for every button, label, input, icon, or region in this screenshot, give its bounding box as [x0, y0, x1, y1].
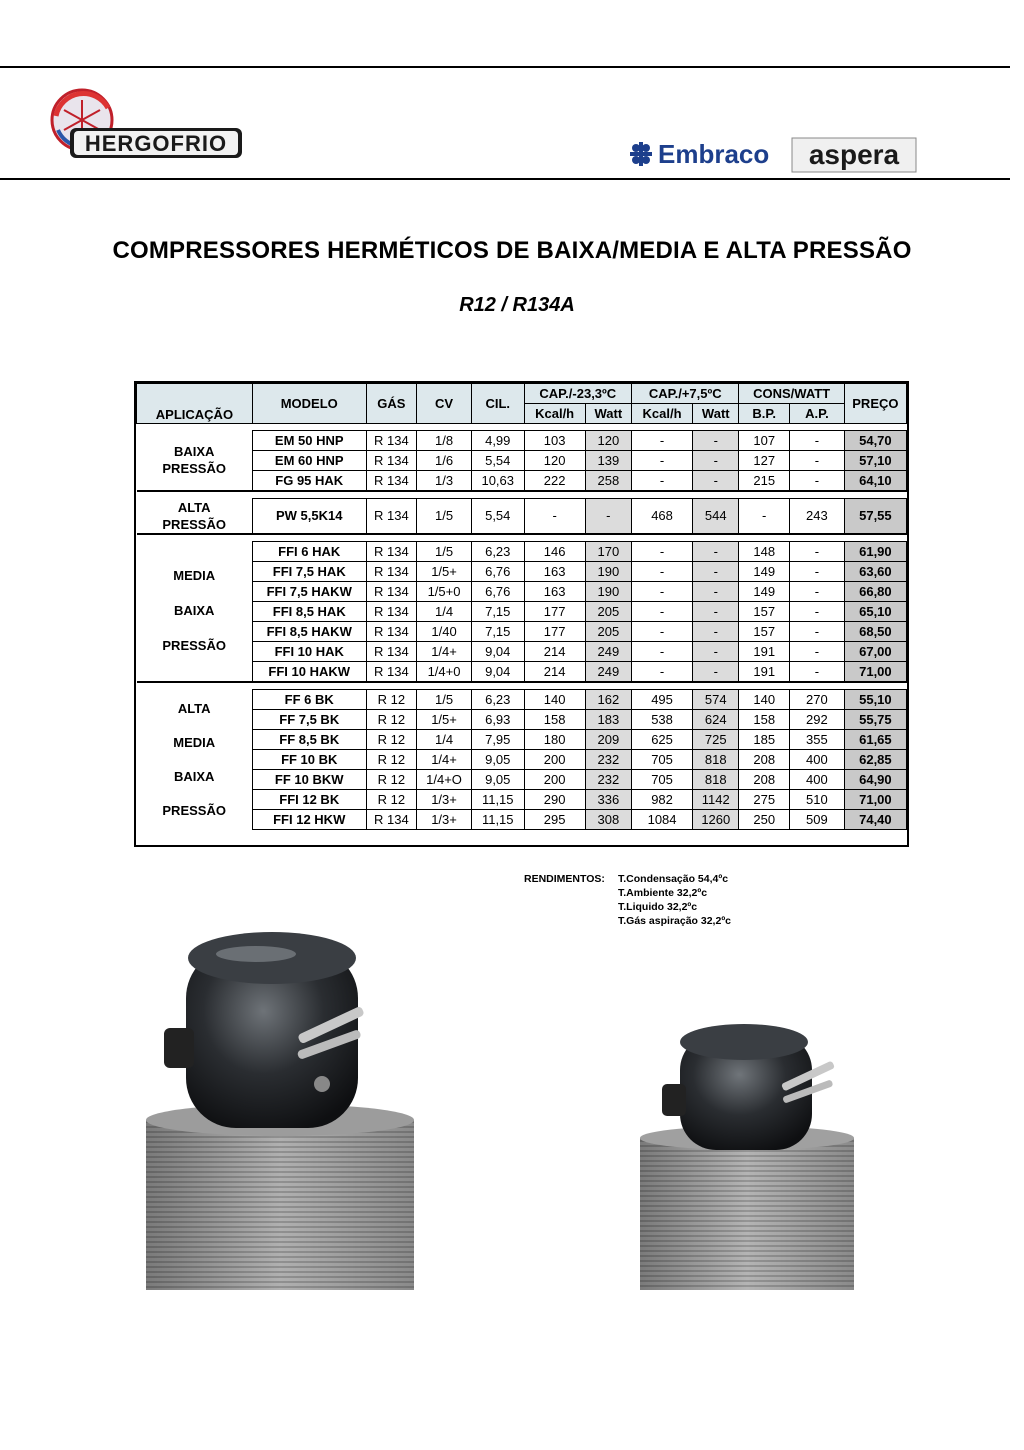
price-cell: 61,90 [844, 541, 906, 561]
table-row [137, 499, 907, 534]
bp-cell: 275 [739, 789, 790, 809]
ap-cell: 292 [790, 709, 845, 729]
kcal-high-cell: 495 [632, 689, 693, 709]
cil-cell: 10,63 [471, 471, 524, 492]
ap-cell: - [790, 601, 845, 621]
watt-low-cell: 336 [585, 789, 631, 809]
watt-low-cell: 190 [585, 561, 631, 581]
table-row [137, 621, 907, 641]
ap-cell: - [790, 471, 845, 492]
kcal-low-cell: 146 [524, 541, 585, 561]
embraco-aspera-logo [622, 134, 918, 176]
ap-cell: 355 [790, 729, 845, 749]
price-cell: 65,10 [844, 601, 906, 621]
bp-cell: 215 [739, 471, 790, 492]
ap-cell: - [790, 431, 845, 451]
watt-low-cell: - [585, 499, 631, 534]
cv-cell: 1/4+ [417, 641, 472, 661]
bp-cell: 158 [739, 709, 790, 729]
watt-low-cell: 170 [585, 541, 631, 561]
price-cell: 54,70 [844, 431, 906, 451]
price-cell: 66,80 [844, 581, 906, 601]
price-cell: 55,75 [844, 709, 906, 729]
kcal-high-cell: - [632, 451, 693, 471]
watt-high-cell: - [693, 661, 739, 682]
table-row [137, 431, 907, 451]
watt-high-cell: 1142 [693, 789, 739, 809]
price-cell: 71,00 [844, 789, 906, 809]
watt-high-cell: - [693, 601, 739, 621]
watt-high-cell: - [693, 451, 739, 471]
watt-high-cell: - [693, 431, 739, 451]
bp-cell: 149 [739, 581, 790, 601]
bp-cell: 127 [739, 451, 790, 471]
watt-low-cell: 205 [585, 621, 631, 641]
group-separator-cell [137, 682, 907, 690]
price-table [136, 383, 907, 830]
gas-cell: R 134 [366, 661, 417, 682]
hergofrio-logo-text: HERGOFRIO [84, 131, 228, 156]
cil-cell: 6,76 [471, 561, 524, 581]
kcal-high-cell: - [632, 431, 693, 451]
header-bottom-rule [0, 178, 1010, 180]
cil-cell: 9,04 [471, 661, 524, 682]
model-cell: FF 10 BK [252, 749, 366, 769]
cv-cell: 1/5 [417, 689, 472, 709]
cv-cell: 1/5+ [417, 709, 472, 729]
bp-cell: 149 [739, 561, 790, 581]
gas-cell: R 12 [366, 789, 417, 809]
embraco-logo-text: Embraco [658, 139, 770, 169]
kcal-high-cell: 1084 [632, 809, 693, 829]
cv-cell: 1/3+ [417, 789, 472, 809]
model-cell: FG 95 HAK [252, 471, 366, 492]
ap-cell: - [790, 621, 845, 641]
ap-cell: 400 [790, 769, 845, 789]
gas-cell: R 12 [366, 689, 417, 709]
header-kcal-low: Kcal/h [524, 404, 585, 424]
header-watt-low: Watt [585, 404, 631, 424]
model-cell: FF 8,5 BK [252, 729, 366, 749]
kcal-low-cell: 214 [524, 661, 585, 682]
cv-cell: 1/5 [417, 499, 472, 534]
model-cell: FF 7,5 BK [252, 709, 366, 729]
table-row [137, 581, 907, 601]
watt-high-cell: 725 [693, 729, 739, 749]
price-cell: 61,65 [844, 729, 906, 749]
model-cell: FFI 7,5 HAKW [252, 581, 366, 601]
kcal-low-cell: 103 [524, 431, 585, 451]
application-label: ALTA [177, 499, 211, 515]
header-cap-low: CAP./-23,3ºC [524, 384, 631, 404]
compressor-photo-small [640, 1022, 854, 1290]
group-separator [137, 534, 907, 542]
ap-cell: 509 [790, 809, 845, 829]
cv-cell: 1/4 [417, 601, 472, 621]
header-cons-watt: CONS/WATT [739, 384, 844, 404]
ap-cell: 270 [790, 689, 845, 709]
watt-low-cell: 190 [585, 581, 631, 601]
price-cell: 64,90 [844, 769, 906, 789]
cv-cell: 1/4 [417, 729, 472, 749]
watt-high-cell: 818 [693, 769, 739, 789]
group-separator [137, 682, 907, 690]
table-row [137, 709, 907, 729]
bp-cell: 208 [739, 769, 790, 789]
ap-cell: 400 [790, 749, 845, 769]
kcal-low-cell: 295 [524, 809, 585, 829]
header-bp: B.P. [739, 404, 790, 424]
kcal-high-cell: - [632, 581, 693, 601]
application-label: PRESSÃO [162, 516, 226, 532]
price-cell: 57,10 [844, 451, 906, 471]
cv-cell: 1/4+0 [417, 661, 472, 682]
table-row [137, 541, 907, 561]
watt-low-cell: 120 [585, 431, 631, 451]
gas-cell: R 134 [366, 451, 417, 471]
watt-high-cell: - [693, 541, 739, 561]
bp-cell: 191 [739, 641, 790, 661]
cil-cell: 4,99 [471, 431, 524, 451]
watt-low-cell: 139 [585, 451, 631, 471]
model-cell: EM 50 HNP [252, 431, 366, 451]
kcal-high-cell: - [632, 641, 693, 661]
model-cell: FF 6 BK [252, 689, 366, 709]
group-separator [137, 491, 907, 499]
ap-cell: - [790, 641, 845, 661]
application-cell [137, 541, 253, 682]
kcal-high-cell: 982 [632, 789, 693, 809]
price-cell: 67,00 [844, 641, 906, 661]
model-cell: FFI 12 BK [252, 789, 366, 809]
price-cell: 63,60 [844, 561, 906, 581]
price-cell: 62,85 [844, 749, 906, 769]
gas-cell: R 12 [366, 729, 417, 749]
watt-high-cell: - [693, 581, 739, 601]
header-watt-high: Watt [693, 404, 739, 424]
kcal-high-cell: - [632, 561, 693, 581]
watt-low-cell: 205 [585, 601, 631, 621]
header-ap: A.P. [790, 404, 845, 424]
ap-cell: 243 [790, 499, 845, 534]
ap-cell: - [790, 661, 845, 682]
kcal-low-cell: 214 [524, 641, 585, 661]
cv-cell: 1/4+O [417, 769, 472, 789]
gas-cell: R 134 [366, 471, 417, 492]
note-line: T.Gás aspiração 32,2ºc [618, 915, 731, 927]
application-cell [137, 431, 253, 492]
watt-high-cell: 1260 [693, 809, 739, 829]
kcal-high-cell: 705 [632, 749, 693, 769]
gas-cell: R 134 [366, 499, 417, 534]
model-cell: FFI 8,5 HAKW [252, 621, 366, 641]
cv-cell: 1/40 [417, 621, 472, 641]
gas-cell: R 134 [366, 561, 417, 581]
model-cell: FFI 8,5 HAK [252, 601, 366, 621]
price-cell: 68,50 [844, 621, 906, 641]
bp-cell: - [739, 499, 790, 534]
table-row [137, 769, 907, 789]
table-header [137, 384, 907, 424]
kcal-low-cell: 158 [524, 709, 585, 729]
kcal-low-cell: 180 [524, 729, 585, 749]
application-label: PRESSÃO [162, 802, 226, 818]
hergofrio-logo [48, 86, 244, 162]
cil-cell: 6,23 [471, 541, 524, 561]
application-label: BAIXA [173, 603, 215, 619]
cil-cell: 9,05 [471, 769, 524, 789]
cil-cell: 9,05 [471, 749, 524, 769]
cv-cell: 1/3 [417, 471, 472, 492]
bp-cell: 185 [739, 729, 790, 749]
cv-cell: 1/8 [417, 431, 472, 451]
performance-notes [524, 872, 731, 928]
table-row [137, 641, 907, 661]
table-body [137, 424, 907, 830]
group-separator-cell [137, 424, 907, 431]
watt-low-cell: 232 [585, 769, 631, 789]
kcal-low-cell: 222 [524, 471, 585, 492]
watt-high-cell: - [693, 621, 739, 641]
table-row [137, 451, 907, 471]
kcal-low-cell: 163 [524, 581, 585, 601]
kcal-low-cell: 200 [524, 769, 585, 789]
cil-cell: 11,15 [471, 789, 524, 809]
cv-cell: 1/5 [417, 541, 472, 561]
application-label: ALTA [177, 700, 211, 716]
kcal-high-cell: - [632, 601, 693, 621]
price-cell: 64,10 [844, 471, 906, 492]
watt-low-cell: 183 [585, 709, 631, 729]
application-label: BAIXA [173, 768, 215, 784]
kcal-low-cell: 177 [524, 621, 585, 641]
bp-cell: 157 [739, 621, 790, 641]
watt-high-cell: 544 [693, 499, 739, 534]
kcal-high-cell: 468 [632, 499, 693, 534]
bp-cell: 107 [739, 431, 790, 451]
cil-cell: 9,04 [471, 641, 524, 661]
watt-low-cell: 308 [585, 809, 631, 829]
table-row [137, 561, 907, 581]
gas-cell: R 134 [366, 431, 417, 451]
aspera-logo-text: aspera [808, 139, 900, 170]
price-cell: 57,55 [844, 499, 906, 534]
bp-cell: 250 [739, 809, 790, 829]
kcal-high-cell: - [632, 471, 693, 492]
gas-cell: R 134 [366, 641, 417, 661]
gas-cell: R 134 [366, 581, 417, 601]
kcal-low-cell: 120 [524, 451, 585, 471]
kcal-low-cell: - [524, 499, 585, 534]
note-line: T.Liquido 32,2ºc [618, 901, 698, 913]
cil-cell: 5,54 [471, 499, 524, 534]
application-cell [137, 689, 253, 829]
watt-high-cell: 624 [693, 709, 739, 729]
price-table-container [134, 381, 909, 847]
application-label: MEDIA [173, 734, 216, 750]
watt-low-cell: 249 [585, 661, 631, 682]
cv-cell: 1/5+ [417, 561, 472, 581]
cv-cell: 1/3+ [417, 809, 472, 829]
table-row [137, 661, 907, 682]
bp-cell: 140 [739, 689, 790, 709]
kcal-high-cell: - [632, 661, 693, 682]
table-row [137, 689, 907, 709]
model-cell: FF 10 BKW [252, 769, 366, 789]
bp-cell: 208 [739, 749, 790, 769]
model-cell: EM 60 HNP [252, 451, 366, 471]
gas-cell: R 134 [366, 809, 417, 829]
watt-high-cell: - [693, 471, 739, 492]
bp-cell: 157 [739, 601, 790, 621]
gas-cell: R 134 [366, 621, 417, 641]
header-kcal-high: Kcal/h [632, 404, 693, 424]
watt-low-cell: 209 [585, 729, 631, 749]
kcal-high-cell: 705 [632, 769, 693, 789]
kcal-low-cell: 200 [524, 749, 585, 769]
cv-cell: 1/4+ [417, 749, 472, 769]
table-row [137, 789, 907, 809]
model-cell: FFI 12 HKW [252, 809, 366, 829]
price-cell: 71,00 [844, 661, 906, 682]
cil-cell: 7,15 [471, 601, 524, 621]
watt-high-cell: - [693, 561, 739, 581]
table-row [137, 729, 907, 749]
gas-cell: R 12 [366, 769, 417, 789]
cil-cell: 6,23 [471, 689, 524, 709]
kcal-low-cell: 163 [524, 561, 585, 581]
watt-low-cell: 249 [585, 641, 631, 661]
header-cv: CV [417, 384, 472, 424]
notes-label: RENDIMENTOS: [524, 873, 605, 885]
note-line: T.Ambiente 32,2ºc [618, 887, 708, 899]
table-row [137, 809, 907, 829]
table-row [137, 749, 907, 769]
model-cell: FFI 10 HAK [252, 641, 366, 661]
note-line: T.Condensação 54,4ºc [618, 873, 729, 885]
watt-high-cell: - [693, 641, 739, 661]
watt-high-cell: 574 [693, 689, 739, 709]
application-label: PRESSÃO [162, 461, 226, 477]
cil-cell: 6,93 [471, 709, 524, 729]
cv-cell: 1/5+0 [417, 581, 472, 601]
top-rule [0, 66, 1010, 68]
header-preco: PREÇO [844, 384, 906, 424]
page-title: COMPRESSORES HERMÉTICOS DE BAIXA/MEDIA E ALTA PRESSÃO [112, 237, 912, 264]
gas-cell: R 12 [366, 709, 417, 729]
model-cell: FFI 6 HAK [252, 541, 366, 561]
bp-cell: 191 [739, 661, 790, 682]
gas-cell: R 12 [366, 749, 417, 769]
ap-cell: - [790, 581, 845, 601]
cil-cell: 7,95 [471, 729, 524, 749]
header-cil: CIL. [471, 384, 524, 424]
ap-cell: - [790, 451, 845, 471]
header-gas: GÁS [366, 384, 417, 424]
kcal-low-cell: 177 [524, 601, 585, 621]
header-cap-high: CAP./+7,5ºC [632, 384, 739, 404]
application-cell [137, 499, 253, 534]
group-separator-cell [137, 491, 907, 499]
gas-cell: R 134 [366, 601, 417, 621]
cil-cell: 11,15 [471, 809, 524, 829]
gas-cell: R 134 [366, 541, 417, 561]
application-label: BAIXA [173, 444, 215, 460]
kcal-low-cell: 140 [524, 689, 585, 709]
header-modelo: MODELO [252, 384, 366, 424]
model-cell: PW 5,5K14 [252, 499, 366, 534]
kcal-high-cell: - [632, 621, 693, 641]
model-cell: FFI 7,5 HAK [252, 561, 366, 581]
header-aplicacao: APLICAÇÃO [137, 384, 253, 424]
kcal-high-cell: 538 [632, 709, 693, 729]
kcal-low-cell: 290 [524, 789, 585, 809]
watt-low-cell: 232 [585, 749, 631, 769]
kcal-high-cell: 625 [632, 729, 693, 749]
group-separator-cell [137, 534, 907, 542]
ap-cell: - [790, 541, 845, 561]
table-row [137, 471, 907, 492]
watt-low-cell: 258 [585, 471, 631, 492]
model-cell: FFI 10 HAKW [252, 661, 366, 682]
kcal-high-cell: - [632, 541, 693, 561]
ap-cell: - [790, 561, 845, 581]
compressor-photo-large [146, 918, 414, 1290]
page-subtitle: R12 / R134A [459, 294, 575, 316]
cil-cell: 5,54 [471, 451, 524, 471]
watt-high-cell: 818 [693, 749, 739, 769]
watt-low-cell: 162 [585, 689, 631, 709]
ap-cell: 510 [790, 789, 845, 809]
cil-cell: 6,76 [471, 581, 524, 601]
group-separator [137, 424, 907, 431]
bp-cell: 148 [739, 541, 790, 561]
application-label: MEDIA [173, 568, 216, 584]
table-row [137, 601, 907, 621]
price-cell: 74,40 [844, 809, 906, 829]
application-label: PRESSÃO [162, 638, 226, 654]
cil-cell: 7,15 [471, 621, 524, 641]
cv-cell: 1/6 [417, 451, 472, 471]
price-cell: 55,10 [844, 689, 906, 709]
